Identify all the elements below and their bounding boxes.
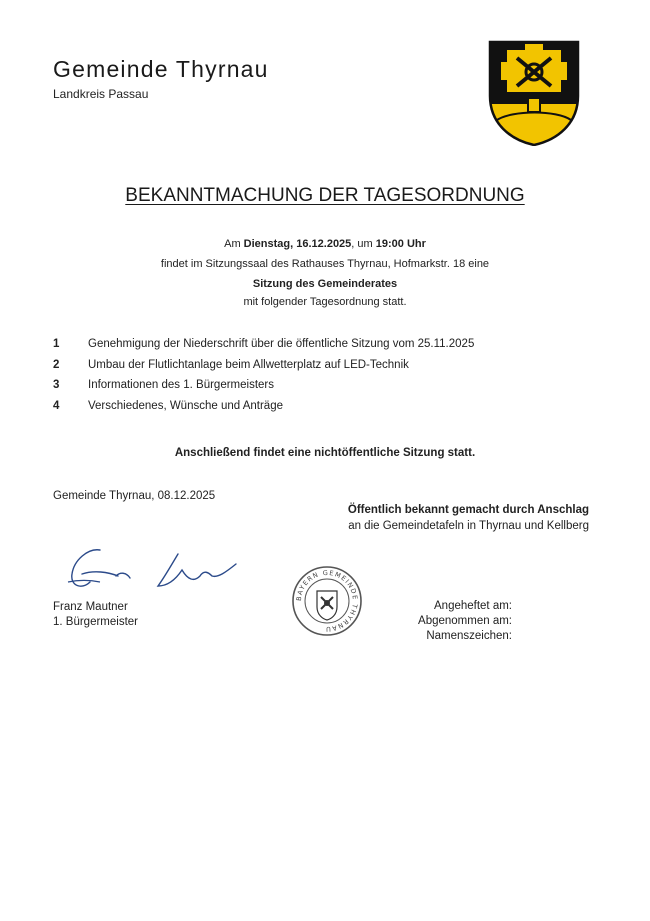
district-name: Landkreis Passau — [53, 87, 149, 101]
meeting-date-line — [0, 238, 650, 250]
agenda-item-text: Verschiedenes, Wünsche und Anträge — [88, 400, 283, 412]
date-prefix: Am — [224, 238, 244, 250]
agenda-item-text: Umbau der Flutlichtanlage beim Allwetterplatz auf LED-Technik — [88, 359, 409, 371]
closing-note: Anschließend findet eine nichtöffentliche Sitzung statt. — [174, 447, 476, 459]
page-title: BEKANNTMACHUNG DER TAGESORDNUNG — [125, 185, 525, 206]
date-mid: , um — [351, 238, 376, 250]
initials-field: Namenszeichen: — [426, 630, 512, 642]
agenda-item-number: 4 — [53, 400, 60, 412]
signature-icon — [60, 542, 250, 598]
signer-title: 1. Bürgermeister — [53, 616, 139, 628]
agenda-item-number: 3 — [53, 379, 60, 391]
meeting-type: Sitzung des Gemeinderates — [252, 278, 398, 290]
signer-name: Franz Mautner — [53, 601, 128, 613]
agenda-item-number: 1 — [53, 338, 60, 350]
place-date: Gemeinde Thyrnau, 08.12.2025 — [53, 490, 216, 502]
agenda-item-text: Genehmigung der Niederschrift über die öffentliche Sitzung vom 25.11.2025 — [88, 338, 475, 350]
posting-subtitle: an die Gemeindetafeln in Thyrnau und Kellberg — [348, 520, 589, 532]
agenda-intro: mit folgender Tagesordnung statt. — [243, 296, 407, 308]
meeting-time: 19:00 Uhr — [375, 238, 426, 250]
attached-date-field: Angeheftet am: — [434, 600, 512, 612]
official-seal-icon — [291, 565, 363, 637]
seal-text: BAYERN GEMEINDE THYRNAU — [294, 568, 360, 634]
agenda-item-number: 2 — [53, 359, 60, 371]
agenda-item-text: Informationen des 1. Bürgermeisters — [88, 379, 275, 391]
posting-title: Öffentlich bekannt gemacht durch Anschlag — [347, 504, 589, 516]
coat-of-arms-icon — [487, 40, 581, 146]
meeting-location: findet im Sitzungssaal des Rathauses Thyrnau, Hofmarkstr. 18 eine — [160, 258, 490, 270]
municipality-name: Gemeinde Thyrnau — [53, 56, 269, 82]
removed-date-field: Abgenommen am: — [418, 615, 512, 627]
meeting-date: Dienstag, 16.12.2025 — [243, 238, 352, 250]
